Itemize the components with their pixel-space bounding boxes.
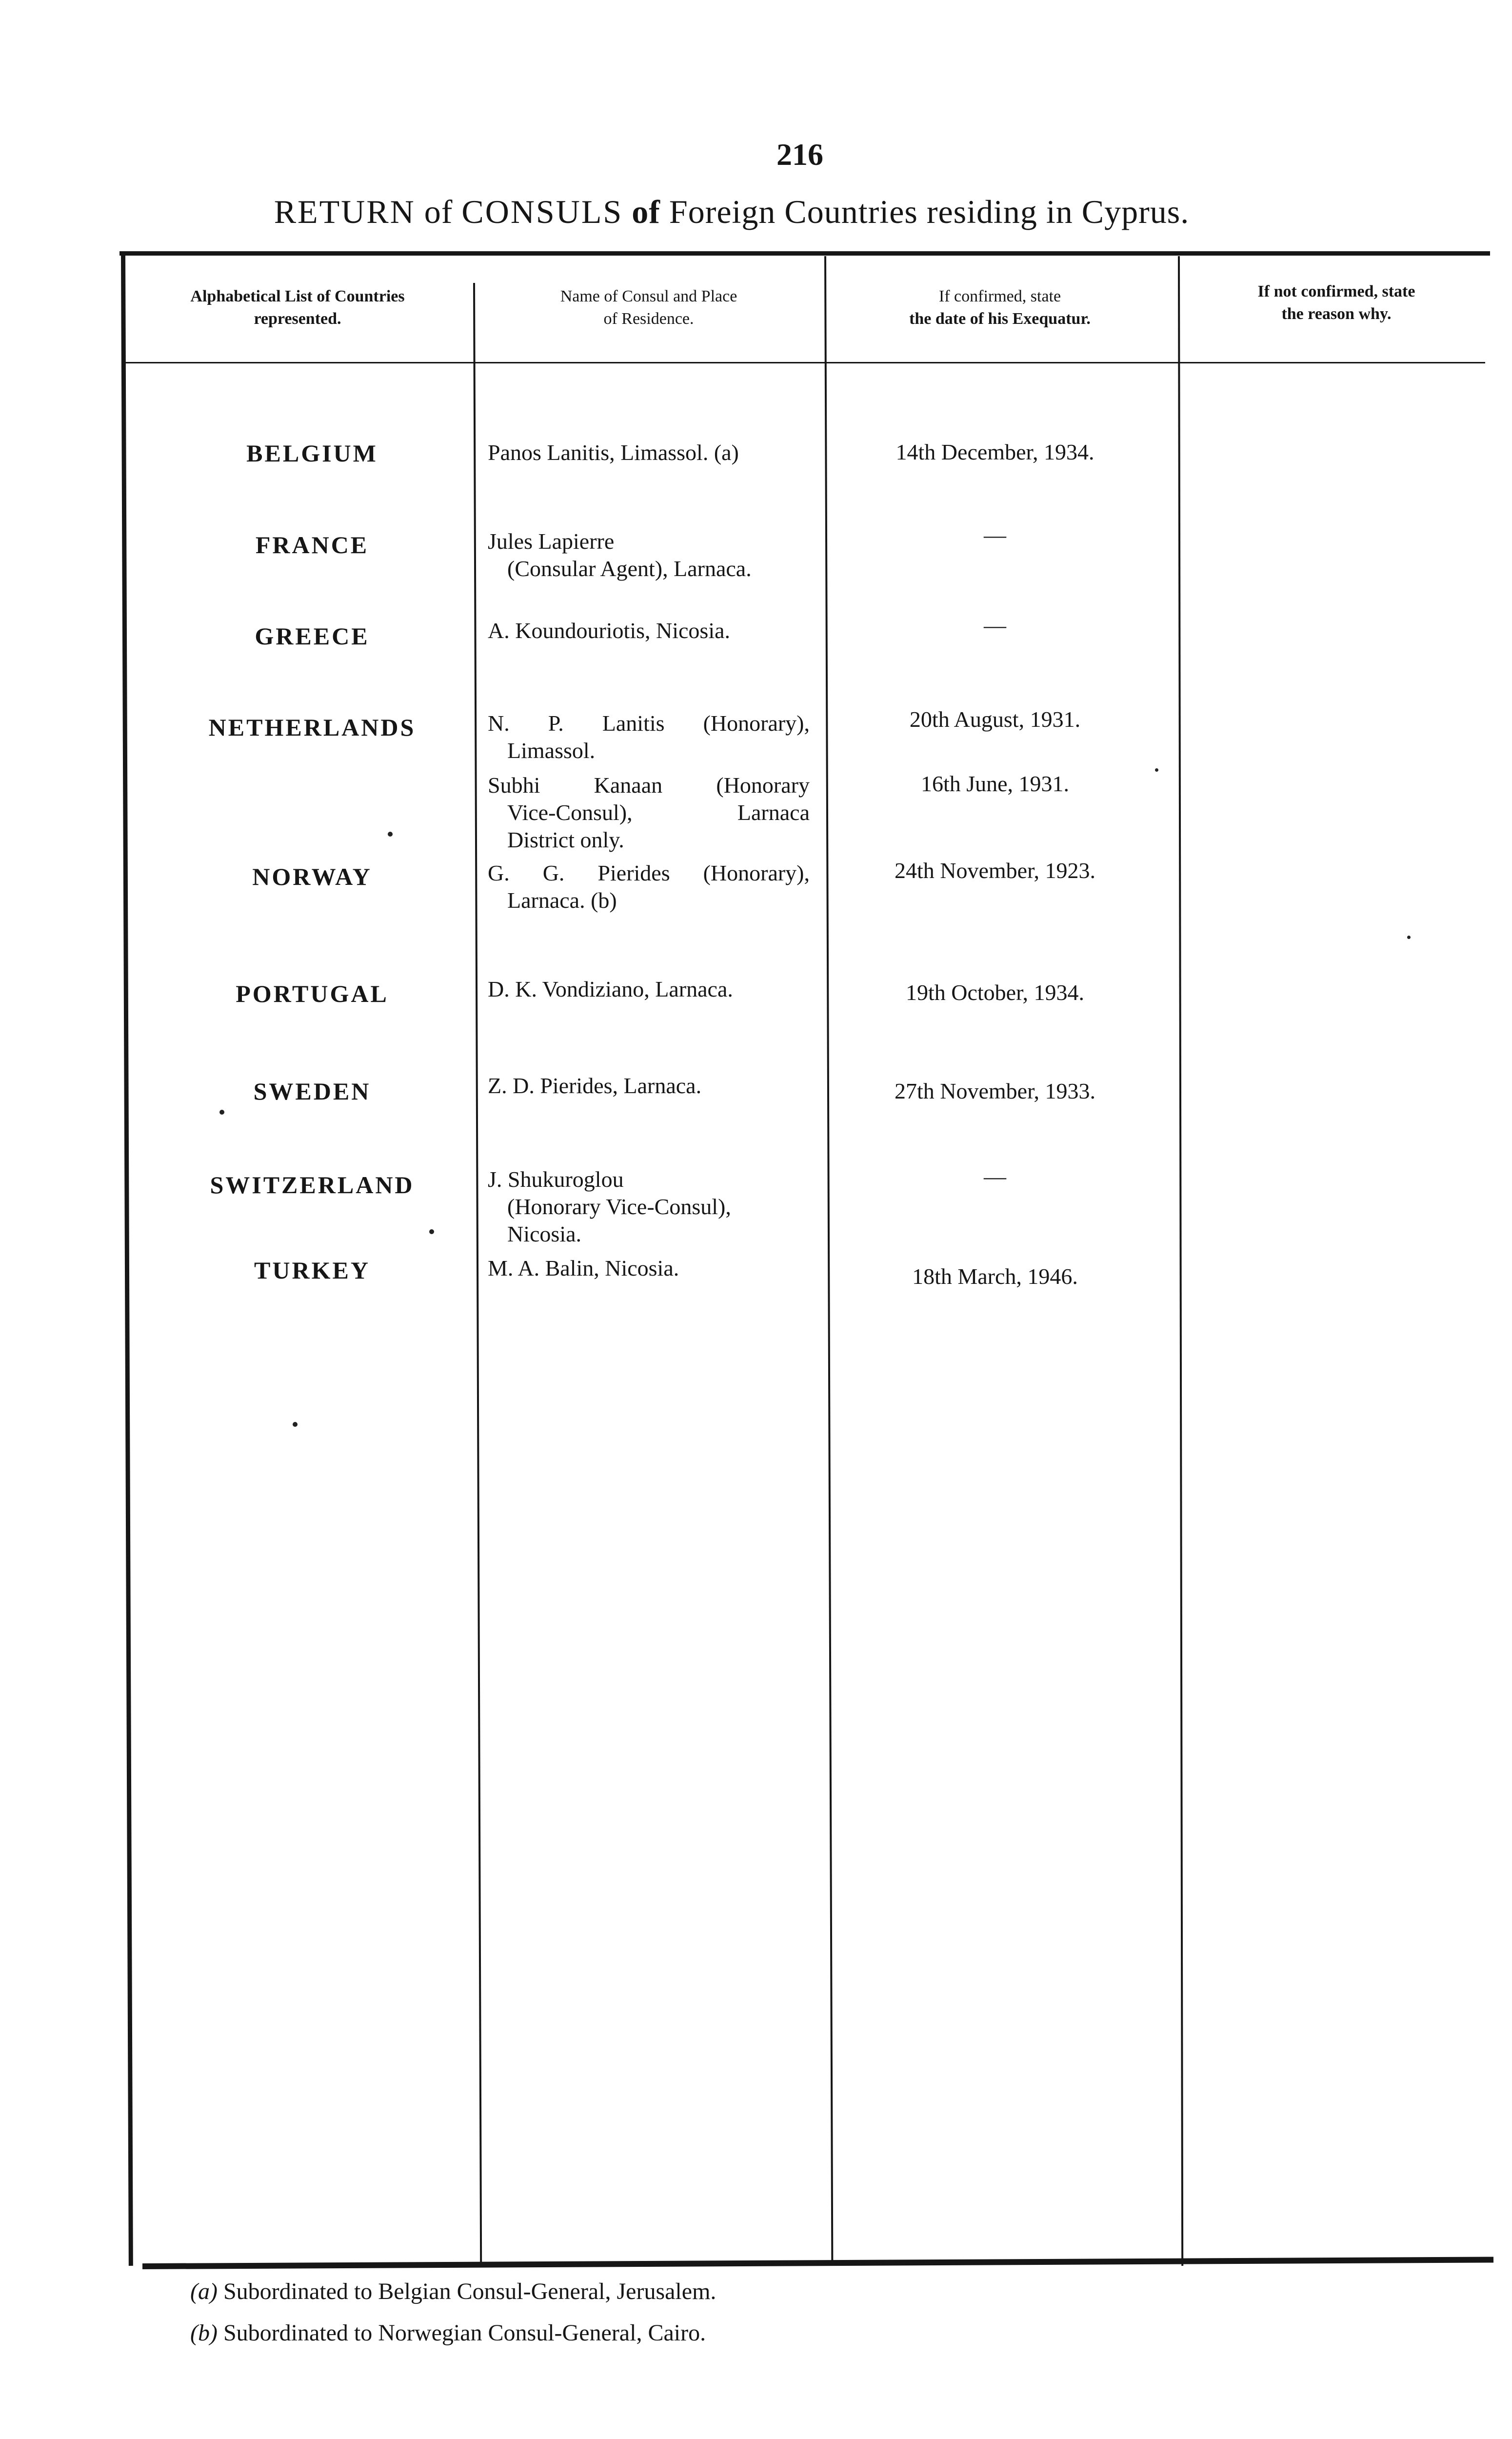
country-turkey: TURKEY xyxy=(254,1257,370,1284)
country-switzerland: SWITZERLAND xyxy=(210,1171,415,1199)
consul-portugal xyxy=(488,976,810,1003)
consul-line: Subhi Kanaan (Honorary xyxy=(488,773,810,798)
consul-sweden xyxy=(488,1072,810,1100)
consul-line: M. A. Balin, Nicosia. xyxy=(488,1256,679,1280)
header-countries-line1: Alphabetical List of Countries xyxy=(190,287,405,305)
consul-greece xyxy=(488,617,810,644)
date-turkey: 18th March, 1946. xyxy=(912,1264,1078,1289)
header-consul-name xyxy=(480,285,817,330)
footnote-b xyxy=(190,2319,706,2346)
consul-turkey xyxy=(488,1255,810,1282)
date-belgium: 14th December, 1934. xyxy=(895,440,1094,464)
consul-line: Limassol. xyxy=(507,738,596,763)
print-speck xyxy=(1407,936,1411,939)
title-return: RETURN xyxy=(274,193,416,230)
date-sweden: 27th November, 1933. xyxy=(894,1079,1096,1103)
header-notconf-line1: If not confirmed, state xyxy=(1257,282,1415,300)
page-title xyxy=(146,193,1317,231)
header-exequatur-line2: the date of his Exequatur. xyxy=(909,309,1091,328)
consul-netherlands-1 xyxy=(488,710,810,764)
consul-norway xyxy=(488,860,810,914)
print-speck xyxy=(429,1229,434,1234)
consul-line: A. Koundouriotis, Nicosia. xyxy=(488,618,731,643)
header-countries-line2: represented. xyxy=(254,309,341,328)
consul-line: J. Shukuroglou xyxy=(488,1167,624,1192)
consul-line: Panos Lanitis, Limassol. (a) xyxy=(488,440,739,465)
consul-line: Jules Lapierre xyxy=(488,529,615,554)
header-notconf-line2: the reason why. xyxy=(1281,304,1392,323)
consul-line: Nicosia. xyxy=(507,1221,582,1247)
consul-switzerland xyxy=(488,1166,810,1248)
consul-line: Vice-Consul), Larnaca xyxy=(507,800,810,825)
date-france: — xyxy=(984,522,1006,547)
title-rest: Foreign Countries residing in Cyprus. xyxy=(669,193,1190,230)
country-netherlands: NETHERLANDS xyxy=(208,714,416,741)
print-speck xyxy=(219,1110,224,1115)
date-portugal: 19th October, 1934. xyxy=(905,980,1085,1005)
consul-netherlands-2 xyxy=(488,772,810,854)
table-header-rule xyxy=(124,362,1485,363)
date-norway: 24th November, 1923. xyxy=(894,858,1096,883)
table-bottom-rule xyxy=(142,2257,1493,2269)
footnote-a-text: Subordinated to Belgian Consul-General, Jerusalem. xyxy=(223,2279,716,2304)
consul-line: N. P. Lanitis (Honorary), xyxy=(488,711,810,736)
country-sweden: SWEDEN xyxy=(253,1078,371,1105)
header-exequatur xyxy=(829,285,1171,330)
country-norway: NORWAY xyxy=(252,863,372,890)
consul-line: D. K. Vondiziano, Larnaca. xyxy=(488,977,733,1001)
title-of-1: of xyxy=(424,193,453,230)
country-belgium: BELGIUM xyxy=(246,440,378,467)
consul-line: Larnaca. (b) xyxy=(507,888,617,913)
print-speck xyxy=(293,1422,298,1427)
consul-belgium xyxy=(488,439,810,466)
date-switzerland: — xyxy=(984,1164,1006,1189)
title-of-2: of xyxy=(632,193,660,230)
footnote-b-mark: (b) xyxy=(190,2320,218,2346)
header-exequatur-line1: If confirmed, state xyxy=(938,287,1061,305)
header-countries xyxy=(137,285,458,330)
date-greece: — xyxy=(984,613,1006,638)
page-number: 216 xyxy=(776,137,823,172)
consul-line: (Consular Agent), Larnaca. xyxy=(507,556,752,581)
consul-line: (Honorary Vice-Consul), xyxy=(507,1194,731,1220)
consul-france xyxy=(488,528,810,582)
table-top-rule xyxy=(119,251,1490,256)
title-consuls: CONSULS xyxy=(461,193,623,230)
footnote-a-mark: (a) xyxy=(190,2279,218,2304)
consul-line: Z. D. Pierides, Larnaca. xyxy=(488,1073,702,1098)
footnote-b-text: Subordinated to Norwegian Consul-General, Cairo. xyxy=(223,2320,706,2346)
country-france: FRANCE xyxy=(255,531,369,559)
footnote-a xyxy=(190,2278,716,2305)
table-divider-2 xyxy=(824,256,833,2266)
country-greece: GREECE xyxy=(255,622,370,650)
date-netherlands-1: 20th August, 1931. xyxy=(909,707,1081,732)
table-left-border xyxy=(121,254,133,2266)
header-consul-line2: of Residence. xyxy=(603,309,694,328)
consul-line: G. G. Pierides (Honorary), xyxy=(488,860,810,885)
print-speck xyxy=(388,832,393,837)
print-speck xyxy=(1155,768,1158,772)
header-consul-line1: Name of Consul and Place xyxy=(560,287,737,305)
country-portugal: PORTUGAL xyxy=(236,980,389,1007)
consul-line: District only. xyxy=(507,827,624,853)
date-netherlands-2: 16th June, 1931. xyxy=(920,771,1070,796)
header-not-confirmed xyxy=(1185,280,1488,325)
table-divider-3 xyxy=(1178,256,1183,2266)
